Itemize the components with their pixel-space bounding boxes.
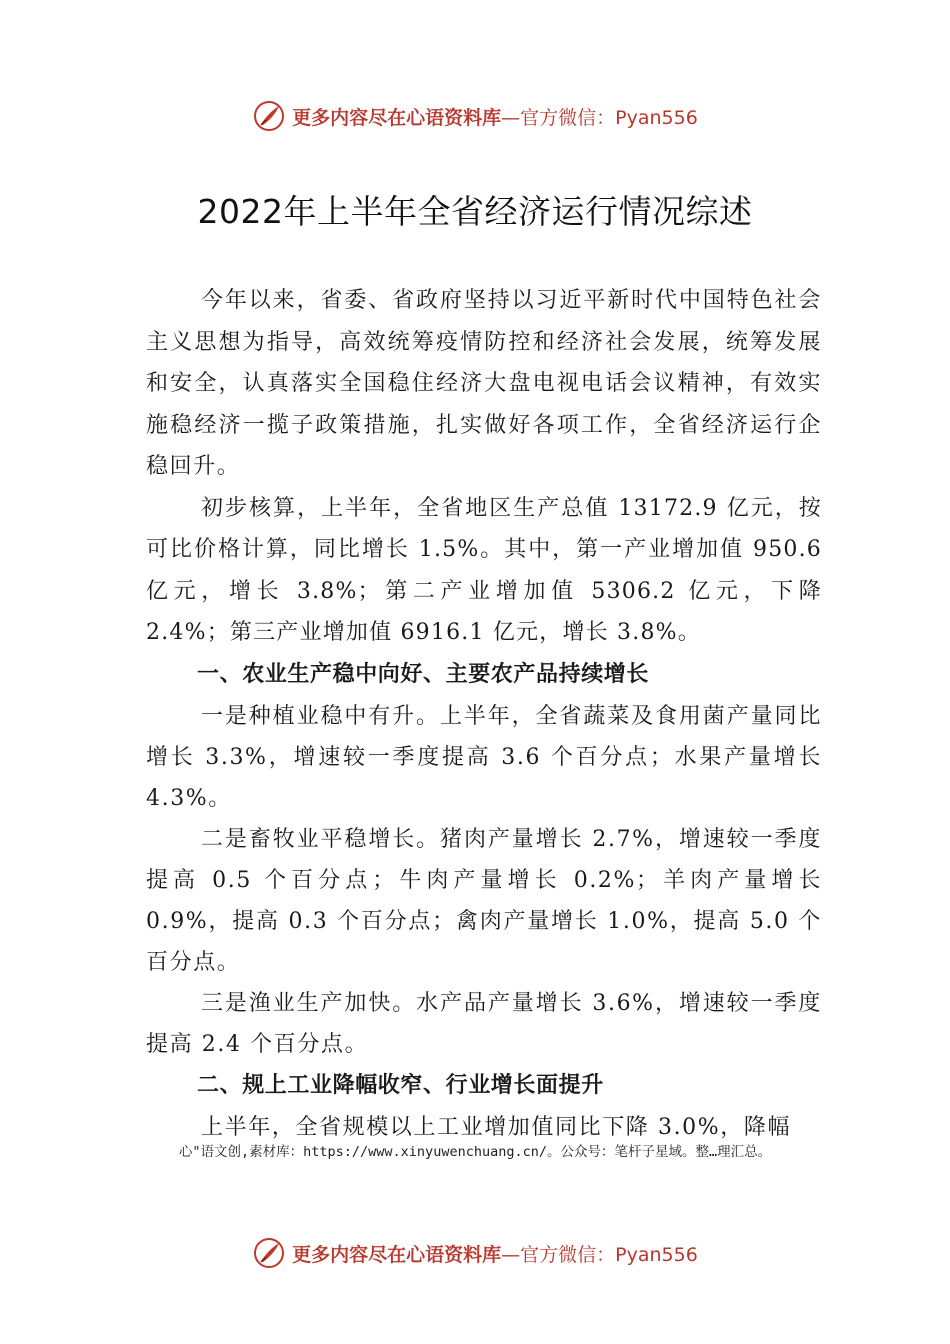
feather-pen-logo-icon bbox=[252, 99, 286, 133]
header-banner bbox=[0, 96, 950, 136]
banner-contact-text: —官方微信：Pyan556 bbox=[501, 106, 698, 129]
section-heading-industry: 二、规上工业降幅收窄、行业增长面提升 bbox=[197, 1072, 604, 1098]
planting-paragraph: 一是种植业稳中有升。上半年，全省蔬菜及食用菌产量同比增长 3.3%，增速较一季度提高 3.6 个百分点；水果产量增长 4.3%。 bbox=[146, 703, 822, 811]
document-body bbox=[146, 280, 822, 1148]
fishery-paragraph: 三是渔业生产加快。水产品产量增长 3.6%，增速较一季度提高 2.4 个百分点。 bbox=[146, 990, 822, 1057]
document-title: 2022年上半年全省经济运行情况综述 bbox=[197, 192, 753, 231]
banner-contact-text: —官方微信：Pyan556 bbox=[501, 1243, 698, 1266]
footer-banner bbox=[0, 1233, 950, 1273]
industry-paragraph: 上半年，全省规模以上工业增加值同比下降 3.0%，降幅 bbox=[201, 1114, 792, 1140]
intro-paragraph: 今年以来，省委、省政府坚持以习近平新时代中国特色社会主义思想为指导，高效统筹疫情防控和经济社会发展，统筹发展和安全，认真落实全国稳住经济大盘电视电话会议精神，有效实施稳经济一揽子政策措施，扎实做好各项工作，全省经济运行企稳回升。 bbox=[146, 288, 822, 479]
banner-brand-text: 更多内容尽在心语资料库 bbox=[292, 1243, 502, 1266]
gdp-paragraph: 初步核算，上半年，全省地区生产总值 13172.9 亿元，按可比价格计算，同比增长 1.5%。其中，第一产业增加值 950.6 亿元，增长 3.8%；第二产业增加值 5306.2 亿元，下降 2.4%；第三产业增加值 6916.1 亿元，增长 3.8%。 bbox=[146, 495, 822, 645]
section-heading-agriculture: 一、农业生产稳中向好、主要农产品持续增长 bbox=[197, 661, 650, 687]
livestock-paragraph: 二是畜牧业平稳增长。猪肉产量增长 2.7%，增速较一季度提高 0.5 个百分点；牛肉产量增长 0.2%；羊肉产量增长 0.9%，提高 0.3 个百分点；禽肉产量增长 1.0%，提高 5.0 个百分点。 bbox=[146, 826, 822, 975]
banner-brand-text: 更多内容尽在心语资料库 bbox=[292, 106, 502, 129]
feather-pen-logo-icon bbox=[252, 1236, 286, 1270]
source-footnote: 心"语文创,素材库：https://www.xinyuwenchuang.cn/。公众号：笔杆子星域。整…理汇总。 bbox=[178, 1144, 772, 1160]
